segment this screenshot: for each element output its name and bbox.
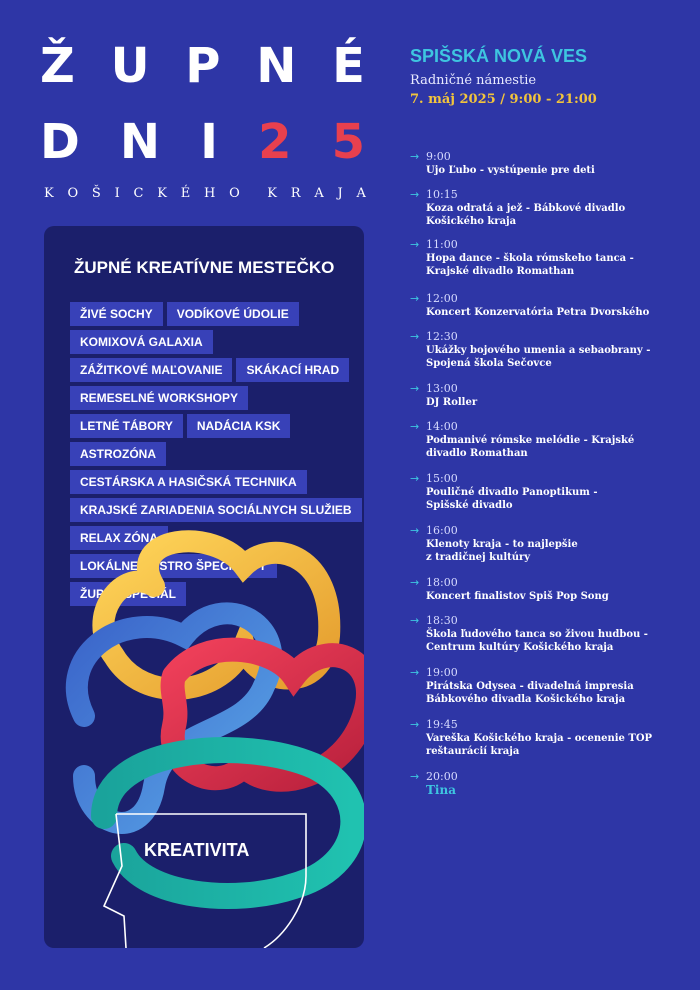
arrow-right-icon: → — [410, 770, 420, 783]
subtitle-letter: A — [356, 186, 366, 201]
event-date: 7. máj 2025 / 9:00 - 21:00 — [410, 92, 597, 107]
arrow-right-icon: → — [410, 382, 420, 395]
schedule-time: 19:00 — [426, 666, 458, 679]
subtitle-letter: O — [67, 186, 79, 201]
arrow-right-icon: → — [410, 666, 420, 679]
tag: RELAX ZÓNA — [70, 526, 168, 550]
schedule-time: 15:00 — [426, 472, 458, 485]
schedule-item — [410, 150, 595, 177]
tag: KOMIXOVÁ GALAXIA — [70, 330, 213, 354]
artwork-label: KREATIVITA — [144, 840, 250, 860]
schedule-item — [410, 382, 477, 409]
title-letter: N — [119, 114, 161, 170]
schedule-item — [410, 614, 648, 654]
schedule-time: 9:00 — [426, 150, 451, 163]
venue-info — [410, 46, 597, 107]
schedule-desc: divadlo Romathan — [426, 448, 528, 459]
schedule-desc: Ukážky bojového umenia a sebaobrany - — [426, 345, 651, 356]
schedule-desc: Centrum kultúry Košického kraja — [426, 642, 614, 653]
schedule-item — [410, 420, 634, 460]
subtitle-letter: K — [44, 186, 54, 201]
subtitle — [44, 186, 366, 201]
subtitle-letter: O — [229, 186, 240, 201]
schedule-time: 18:30 — [426, 614, 458, 627]
schedule-item — [410, 666, 634, 706]
arrow-right-icon: → — [410, 330, 420, 343]
title-letter: N — [256, 38, 297, 94]
panel-title: ŽUPNÉ KREATÍVNE MESTEČKO — [74, 258, 335, 277]
schedule-item — [410, 524, 578, 564]
schedule-item — [410, 330, 650, 370]
arrow-right-icon: → — [410, 150, 420, 163]
schedule-desc: Koncert finalistov Spiš Pop Song — [426, 591, 609, 602]
schedule-desc: Hopa dance - škola rómskeho tanca - — [426, 253, 634, 264]
arrow-right-icon: → — [410, 576, 420, 589]
schedule-time: 12:30 — [426, 330, 458, 343]
arrow-right-icon: → — [410, 524, 420, 537]
title-letter: Ž — [40, 38, 75, 94]
tag: REMESELNÉ WORKSHOPY — [70, 386, 248, 410]
schedule-time: 20:00 — [426, 770, 458, 783]
schedule-item — [410, 718, 652, 758]
schedule-time: 10:15 — [426, 188, 458, 201]
schedule-desc: Krajské divadlo Romathan — [426, 266, 575, 277]
arrow-right-icon: → — [410, 718, 420, 731]
subtitle-letter: C — [133, 186, 144, 201]
arrow-right-icon: → — [410, 238, 420, 251]
subtitle-letter: A — [314, 186, 324, 201]
tag: ASTROZÓNA — [70, 442, 166, 466]
subtitle-letter: É — [180, 186, 191, 201]
schedule-desc: Koza odratá a jež - Bábkové divadlo — [426, 203, 626, 214]
schedule-desc: Pouličné divadlo Panoptikum - — [426, 487, 598, 498]
schedule-desc: reštaurácií kraja — [426, 746, 520, 757]
schedule-time: 16:00 — [426, 524, 458, 537]
schedule-desc: Tina — [426, 783, 456, 797]
tag: ZÁŽITKOVÉ MAĽOVANIE — [70, 358, 232, 382]
schedule-time: 11:00 — [426, 238, 458, 251]
schedule-desc: Pirátska Odysea - divadelná impresia — [426, 681, 634, 692]
title-letter: P — [185, 38, 221, 94]
schedule-desc: Spišské divadlo — [426, 500, 513, 511]
arrow-right-icon: → — [410, 614, 420, 627]
title-letter: U — [110, 38, 150, 94]
tag: ŽIVÉ SOCHY — [70, 302, 163, 326]
schedule-time: 14:00 — [426, 420, 458, 433]
schedule-item — [410, 292, 649, 319]
schedule-desc: Spojená škola Sečovce — [426, 358, 552, 369]
schedule-item — [410, 472, 598, 512]
schedule-desc: Ujo Ľubo - vystúpenie pre deti — [426, 165, 595, 176]
schedule-time: 13:00 — [426, 382, 458, 395]
schedule-time: 18:00 — [426, 576, 458, 589]
schedule-desc: Škola ľudového tanca so živou hudbou - — [426, 629, 648, 640]
arrow-right-icon: → — [410, 420, 420, 433]
tag: LETNÉ TÁBORY — [70, 414, 183, 438]
subtitle-letter: R — [290, 186, 301, 201]
tag: KRAJSKÉ ZARIADENIA SOCIÁLNYCH SLUŽIEB — [70, 498, 362, 522]
title-letter: D — [40, 114, 80, 170]
schedule-desc: Vareška Košického kraja - ocenenie TOP — [426, 733, 653, 744]
schedule-desc: z tradičnej kultúry — [426, 552, 531, 563]
schedule-item — [410, 770, 458, 797]
subtitle-letter: Š — [91, 186, 101, 201]
creativity-artwork — [44, 526, 364, 948]
schedule-item — [410, 576, 609, 603]
title-number: 5 — [331, 114, 365, 170]
venue-place: Radničné námestie — [410, 73, 537, 88]
schedule-desc: Košického kraja — [426, 216, 517, 227]
tag: NADÁCIA KSK — [187, 414, 291, 438]
schedule-desc: DJ Roller — [426, 397, 478, 408]
subtitle-letter: K — [267, 186, 277, 201]
title-letter: É — [332, 38, 365, 94]
subtitle-letter: I — [114, 186, 120, 201]
title-letter: I — [200, 114, 219, 170]
tag: VODÍKOVÉ ÚDOLIE — [167, 302, 299, 326]
schedule-desc: Podmanivé rómske melódie - Krajské — [426, 435, 635, 446]
arrow-right-icon: → — [410, 292, 420, 305]
title-number: 2 — [258, 114, 292, 170]
schedule-desc: Bábkového divadla Košického kraja — [426, 694, 626, 705]
schedule-item — [410, 188, 625, 228]
tag: CESTÁRSKA A HASIČSKÁ TECHNIKA — [70, 470, 307, 494]
schedule-desc: Koncert Konzervatória Petra Dvorského — [426, 307, 650, 318]
tag: ŽUPNÝ ŠPECIÁL — [70, 582, 186, 606]
schedule-time: 19:45 — [426, 718, 458, 731]
tag: LOKÁLNE GASTRO ŠPECIALITY — [70, 554, 277, 578]
schedule-time: 12:00 — [426, 292, 458, 305]
title-line-1 — [40, 38, 365, 94]
subtitle-letter: J — [337, 186, 343, 201]
arrow-right-icon: → — [410, 472, 420, 485]
arrow-right-icon: → — [410, 188, 420, 201]
venue-city: SPIŠSKÁ NOVÁ VES — [410, 46, 588, 66]
schedule-item — [410, 238, 634, 278]
subtitle-letter: H — [203, 186, 216, 201]
creative-town-panel — [44, 226, 364, 948]
subtitle-letter: K — [157, 186, 167, 201]
tag: SKÁKACÍ HRAD — [236, 358, 349, 382]
title-line-2 — [40, 114, 365, 170]
schedule-desc: Klenoty kraja - to najlepšie — [426, 539, 578, 550]
